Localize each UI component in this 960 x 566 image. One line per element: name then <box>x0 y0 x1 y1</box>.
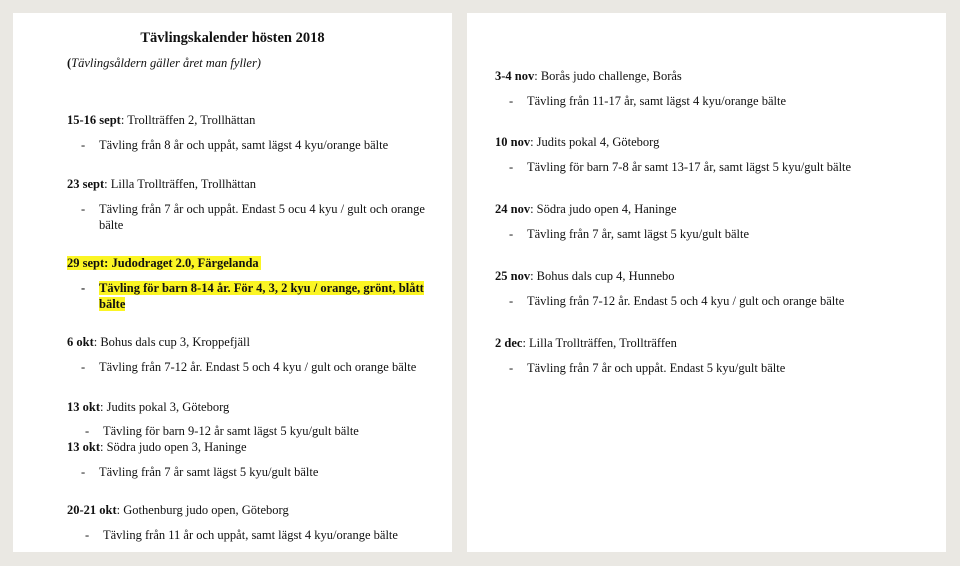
event-date: 25 nov <box>495 269 531 283</box>
event-heading <box>495 268 932 284</box>
event-name: : Judits pokal 3, Göteborg <box>100 400 230 414</box>
event-entry <box>67 502 438 543</box>
event-details-text: Tävling från 7 år, samt lägst 5 kyu/gult bälte <box>527 227 750 241</box>
event-heading <box>67 255 438 271</box>
event-details: - Tävling från 7 år samt lägst 5 kyu/gult bälte <box>81 465 319 479</box>
event-details-text: Tävling för barn 7-8 år samt 13-17 år, samt lägst 5 kyu/gult bälte <box>527 160 852 174</box>
event-details-text: Tävling från 7 år samt lägst 5 kyu/gult bälte <box>99 465 319 479</box>
event-details-text: Tävling från 8 år och uppåt, samt lägst 4 kyu/orange bälte <box>99 138 389 152</box>
event-details: - Tävling från 7 år och uppåt. Endast 5 ocu 4 kyu / gult och orange bälte <box>81 202 425 232</box>
event-heading <box>67 502 438 518</box>
event-entry <box>67 439 438 480</box>
event-details-text: Tävling för barn 8-14 år. För 4, 3, 2 kyu / orange, grönt, blått bälte <box>99 281 424 311</box>
event-details-text: Tävling för barn 9-12 år samt lägst 5 kyu/gult bälte <box>103 424 359 438</box>
event-details: - Tävling från 7 år, samt lägst 5 kyu/gult bälte <box>509 227 750 241</box>
event-name: : Bohus dals cup 3, Kroppefjäll <box>93 335 250 349</box>
event-heading <box>495 201 932 217</box>
event-date: 3-4 nov <box>495 69 535 83</box>
event-details-text: Tävling från 11-17 år, samt lägst 4 kyu/orange bälte <box>527 94 787 108</box>
event-name: : Södra judo open 4, Haninge <box>530 202 677 216</box>
event-details: - Tävling för barn 8-14 år. För 4, 3, 2 kyu / orange, grönt, blått bälte <box>81 281 424 311</box>
event-name: : Lilla Trollträffen, Trollträffen <box>522 336 677 350</box>
event-heading <box>495 68 932 84</box>
event-heading <box>67 112 438 128</box>
event-heading <box>67 399 438 415</box>
event-details: - Tävling för barn 9-12 år samt lägst 5 kyu/gult bälte <box>85 424 359 438</box>
document-title: Tävlingskalender hösten 2018 <box>140 30 325 46</box>
event-date: 20-21 okt <box>67 503 117 517</box>
event-entry <box>67 176 438 233</box>
calendar-page-left <box>13 13 452 552</box>
event-details: - Tävling från 7-12 år. Endast 5 och 4 kyu / gult och orange bälte <box>81 360 417 374</box>
event-details: - Tävling från 11 år och uppåt, samt lägst 4 kyu/orange bälte <box>85 528 398 542</box>
event-name: : Judits pokal 4, Göteborg <box>530 135 660 149</box>
event-details: - Tävling från 7-12 år. Endast 5 och 4 kyu / gult och orange bälte <box>509 294 845 308</box>
event-name: : Judodraget 2.0, Färgelanda <box>104 256 259 270</box>
event-entry <box>67 399 438 439</box>
event-date: 10 nov <box>495 135 531 149</box>
event-details: - Tävling från 8 år och uppåt, samt lägst 4 kyu/orange bälte <box>81 138 389 152</box>
event-heading <box>495 335 932 351</box>
event-details-text: Tävling från 7-12 år. Endast 5 och 4 kyu / gult och orange bälte <box>99 360 417 374</box>
event-entry-highlighted <box>67 255 438 312</box>
event-date: 24 nov <box>495 202 531 216</box>
event-name: : Gothenburg judo open, Göteborg <box>116 503 289 517</box>
event-entry <box>495 268 932 309</box>
event-name: : Trollträffen 2, Trollhättan <box>120 113 256 127</box>
subtitle-text: Tävlingsåldern gäller året man fyller) <box>71 56 261 70</box>
event-name: : Borås judo challenge, Borås <box>534 69 682 83</box>
event-details: - Tävling för barn 7-8 år samt 13-17 år, samt lägst 5 kyu/gult bälte <box>509 160 852 174</box>
event-entry <box>495 201 932 242</box>
event-heading <box>495 134 932 150</box>
event-entry <box>67 112 438 153</box>
event-date: 2 dec <box>495 336 523 350</box>
event-date: 29 sept <box>67 256 105 270</box>
event-details: - Tävling från 7 år och uppåt. Endast 5 kyu/gult bälte <box>509 361 786 375</box>
event-entry <box>495 335 932 376</box>
event-heading <box>67 176 438 192</box>
event-date: 13 okt <box>67 440 100 454</box>
event-details-text: Tävling från 7-12 år. Endast 5 och 4 kyu / gult och orange bälte <box>527 294 845 308</box>
event-entry <box>67 334 438 375</box>
event-date: 15-16 sept <box>67 113 121 127</box>
event-details-text: Tävling från 7 år och uppåt. Endast 5 ocu 4 kyu / gult och orange bälte <box>99 202 425 232</box>
event-name: : Lilla Trollträffen, Trollhättan <box>104 177 257 191</box>
event-details-text: Tävling från 7 år och uppåt. Endast 5 kyu/gult bälte <box>527 361 786 375</box>
subtitle-open-paren: ( <box>67 56 72 70</box>
event-heading <box>67 334 438 350</box>
event-heading <box>67 439 438 455</box>
calendar-page-right <box>467 13 946 552</box>
event-name: : Bohus dals cup 4, Hunnebo <box>530 269 675 283</box>
event-date: 13 okt <box>67 400 100 414</box>
event-details-text: Tävling från 11 år och uppåt, samt lägst 4 kyu/orange bälte <box>103 528 398 542</box>
event-entry <box>495 134 932 175</box>
event-entry <box>495 68 932 109</box>
event-details: - Tävling från 11-17 år, samt lägst 4 kyu/orange bälte <box>509 94 787 108</box>
event-date: 23 sept <box>67 177 105 191</box>
event-date: 6 okt <box>67 335 94 349</box>
document-subtitle <box>67 56 261 71</box>
event-name: : Södra judo open 3, Haninge <box>100 440 247 454</box>
